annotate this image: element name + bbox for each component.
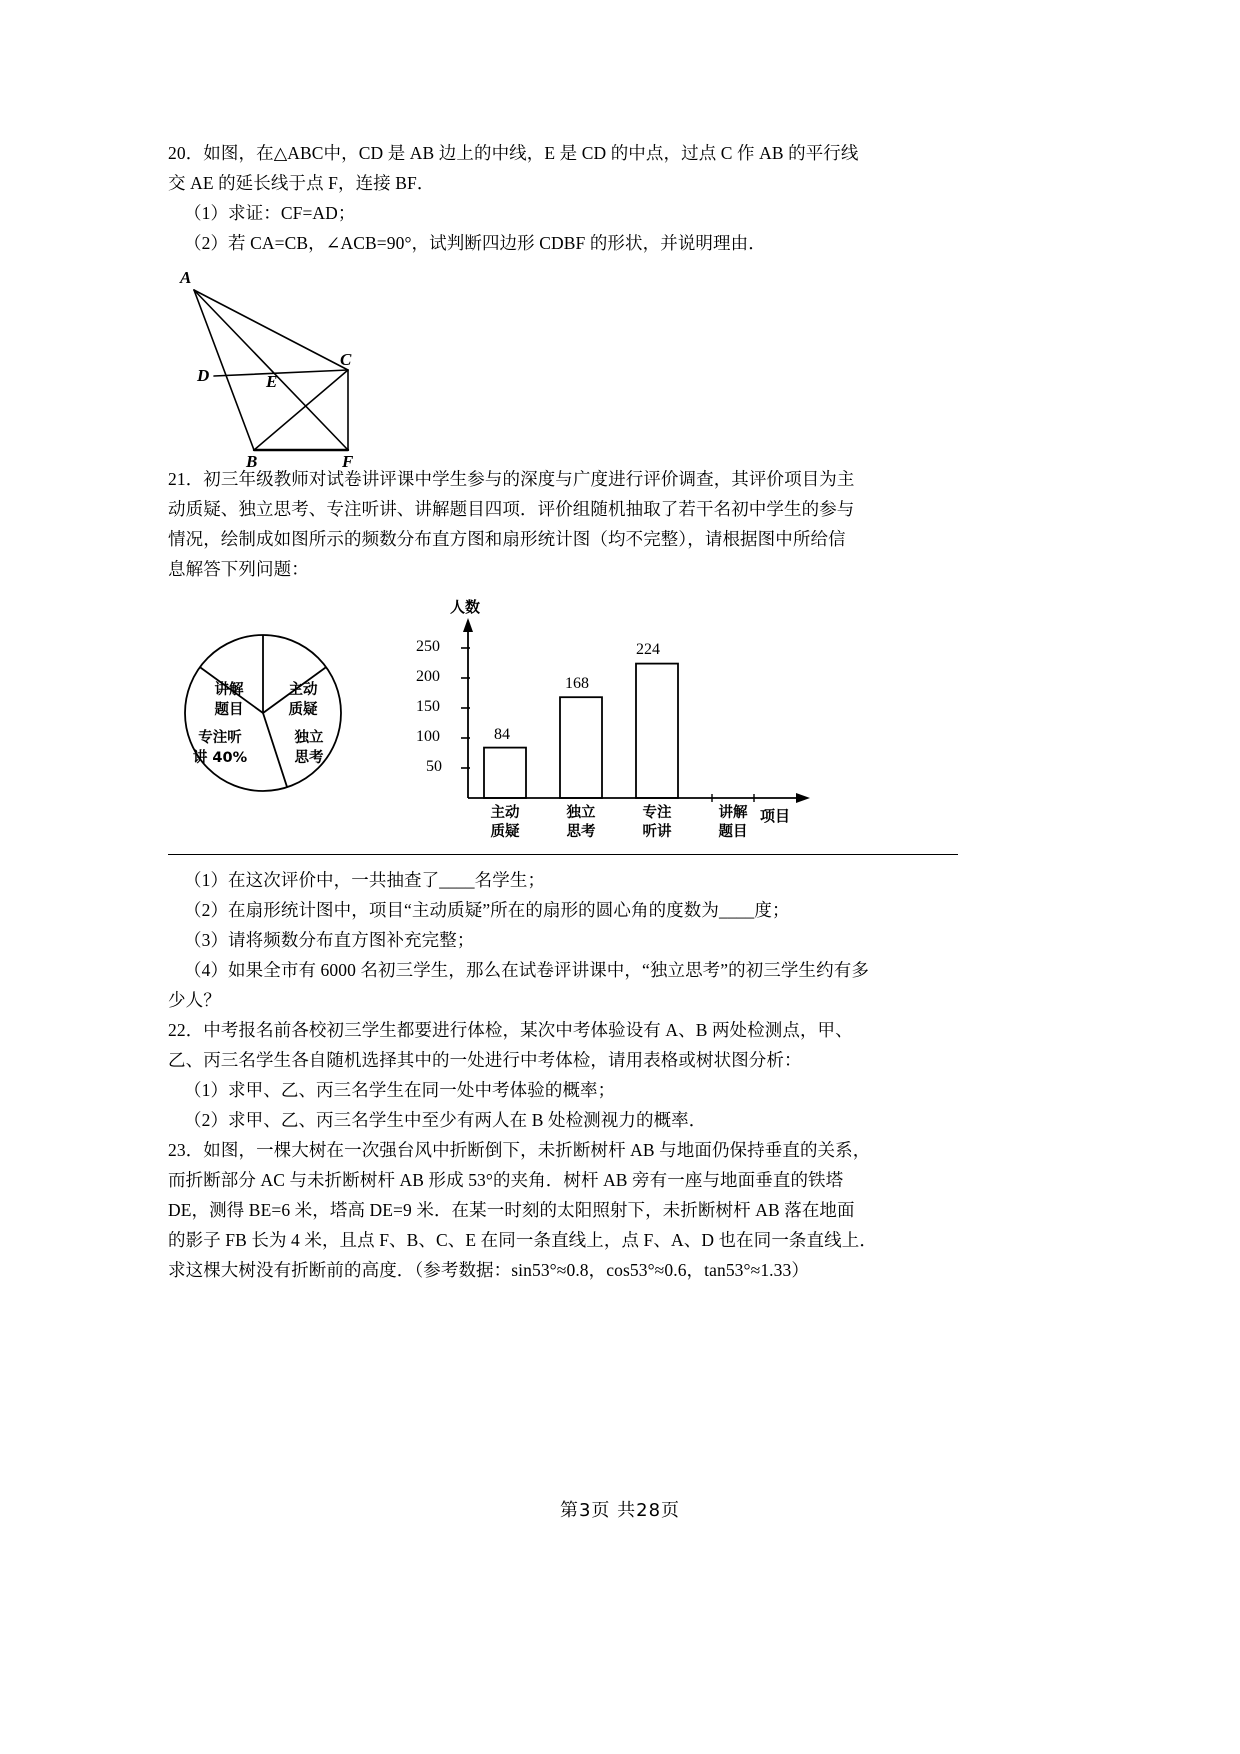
- q21-sub-3: （3）请将频数分布直方图补充完整；: [184, 930, 475, 950]
- q20-sub-2: （2）若 CA=CB，∠ACB=90°，试判断四边形 CDBF 的形状，并说明理由．: [184, 233, 766, 253]
- bar-value-label-1: 84: [494, 726, 510, 743]
- q20-label-B: B: [246, 452, 258, 471]
- bar-chart: [408, 598, 848, 848]
- q21-stem-line-2: 动质疑、独立思考、专注听讲、讲解题目四项．评价组随机抽取了若干名初中学生的参与: [168, 499, 855, 519]
- bar-category-line-2: 听讲: [642, 824, 672, 840]
- q20-stem-line-1: 20．如图，在△ABC中，CD 是 AB 边上的中线，E 是 CD 的中点，过点 C 作 AB 的平行线: [168, 143, 859, 163]
- pie-label-zhuanzhu-tingjiang: [180, 728, 260, 768]
- pie-label-line-2: 思考: [294, 750, 324, 766]
- bar-category-line-1: 讲解: [718, 805, 748, 821]
- q21-stem-line-3: 情况，绘制成如图所示的频数分布直方图和扇形统计图（均不完整），请根据图中所给信: [168, 529, 846, 549]
- bar-category-label-4: [706, 804, 760, 842]
- page-footer: 第3页 共28页: [559, 1500, 681, 1521]
- q21-stem-line-4: 息解答下列问题：: [168, 559, 309, 579]
- q20-figure-svg: [176, 268, 436, 458]
- y-axis-arrow: [463, 618, 473, 632]
- page-content: [168, 138, 958, 1285]
- pie-chart: [168, 608, 388, 828]
- bar-chart-x-axis-title: 项目: [760, 807, 791, 825]
- bar-category-line-1: 主动: [490, 805, 520, 821]
- q22-sub-1: （1）求甲、乙、丙三名学生在同一处中考体验的概率；: [184, 1080, 616, 1100]
- bar-category-label-2: [554, 804, 608, 842]
- q21-sub-2: （2）在扇形统计图中，项目“主动质疑”所在的扇形的圆心角的度数为____度；: [184, 900, 790, 920]
- q23-stem-line-2: 而折断部分 AC 与未折断树杆 AB 形成 53°的夹角．树杆 AB 旁有一座与地面垂直的铁塔: [168, 1170, 844, 1190]
- q20-sub-1: （1）求证：CF=AD；: [184, 203, 356, 223]
- pie-label-line-1: 专注听: [198, 730, 242, 746]
- bar-chart-y-axis-title: 人数: [450, 598, 481, 616]
- bar-category-label-1: [478, 804, 532, 842]
- question-20: [168, 138, 958, 471]
- y-tick-200: 200: [416, 668, 440, 685]
- q21-sub-1: （1）在这次评价中，一共抽查了____名学生；: [184, 870, 546, 890]
- y-tick-50: 50: [426, 758, 442, 775]
- question-21: [168, 464, 958, 1015]
- q23-stem-line-1: 23．如图，一棵大树在一次强台风中折断倒下，未折断树杆 AB 与地面仍保持垂直的关系，: [168, 1140, 871, 1160]
- bar-value-label-3: 224: [636, 641, 660, 658]
- bar-category-label-3: [630, 804, 684, 842]
- pie-label-duli-sikao: [278, 728, 340, 768]
- question-23: [168, 1135, 958, 1285]
- pie-label-line-2: 质疑: [288, 702, 318, 718]
- q21-figures: [168, 598, 868, 848]
- q21-stem-line-1: 21．初三年级教师对试卷讲评课中学生参与的深度与广度进行评价调查，其评价项目为主: [168, 469, 855, 489]
- q20-label-C: C: [340, 350, 352, 369]
- q20-label-A: A: [180, 268, 192, 287]
- pie-label-line-2: 题目: [214, 702, 244, 718]
- y-tick-250: 250: [416, 638, 440, 655]
- pie-label-line-1: 讲解: [214, 682, 244, 698]
- y-tick-150: 150: [416, 698, 440, 715]
- q20-figure: [176, 268, 436, 471]
- pie-label-line-2: 讲 40%: [192, 750, 248, 766]
- bar-category-line-2: 题目: [718, 824, 748, 840]
- q21-sub-4-line-1: （4）如果全市有 6000 名初三学生，那么在试卷评讲课中，“独立思考”的初三学生约有多: [184, 960, 869, 980]
- pie-label-line-1: 主动: [288, 682, 318, 698]
- q22-sub-2: （2）求甲、乙、丙三名学生中至少有两人在 B 处检测视力的概率．: [184, 1110, 707, 1130]
- bar-category-line-1: 独立: [566, 805, 596, 821]
- q22-stem-line-1: 22．中考报名前各校初三学生都要进行体检，某次中考体验设有 A、B 两处检测点，甲、: [168, 1020, 853, 1040]
- q23-stem-line-4: 的影子 FB 长为 4 米，且点 F、B、C、E 在同一条直线上，点 F、A、D 也在同一条直线上．: [168, 1230, 877, 1250]
- question-22: [168, 1015, 958, 1135]
- q20-label-F: F: [342, 452, 354, 471]
- q20-stem-line-2: 交 AE 的延长线于点 F，连接 BF．: [168, 173, 435, 193]
- q23-stem-line-3: DE，测得 BE=6 米，塔高 DE=9 米．在某一时刻的太阳照射下，未折断树杆 AB 落在地面: [168, 1200, 855, 1220]
- q21-sub-4-line-2: 少人？: [168, 990, 221, 1010]
- figure-separator-rule: [168, 854, 958, 855]
- q22-stem-line-2: 乙、丙三名学生各自随机选择其中的一处进行中考体检，请用表格或树状图分析：: [168, 1050, 802, 1070]
- q20-label-E: E: [266, 372, 278, 391]
- pie-label-zhudong-zhiyi: [272, 680, 334, 720]
- bar-category-line-1: 专注: [642, 805, 672, 821]
- q23-stem-line-5: 求这棵大树没有折断前的高度．（参考数据：sin53°≈0.8，cos53°≈0.6，tan53°≈1.33）: [168, 1260, 809, 1280]
- x-axis-arrow: [796, 793, 810, 803]
- pie-label-line-1: 独立: [294, 730, 324, 746]
- q20-label-D: D: [197, 366, 210, 385]
- bar-value-label-2: 168: [565, 675, 589, 692]
- bar-category-line-2: 思考: [566, 824, 596, 840]
- pie-label-jiangjie-timu: [198, 680, 260, 720]
- bar-category-line-2: 质疑: [490, 824, 520, 840]
- y-tick-100: 100: [416, 728, 440, 745]
